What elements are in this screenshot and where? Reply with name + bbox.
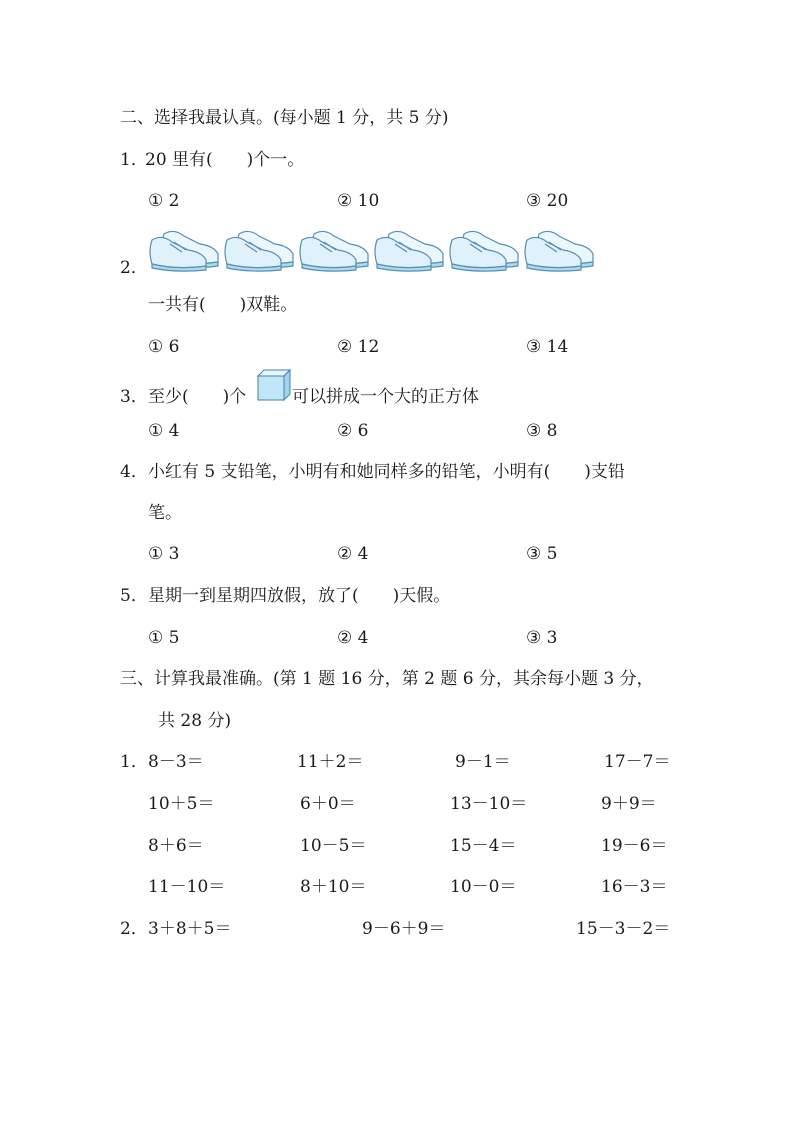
calc-item: 10＋5＝ bbox=[148, 794, 215, 814]
calc-item: 8＋6＝ bbox=[148, 836, 204, 856]
calc-item: 8＋10＝ bbox=[300, 877, 367, 897]
q3-option-3[interactable]: ③ 8 bbox=[526, 421, 558, 441]
q3-number: 3． bbox=[120, 387, 148, 407]
calc-item: 9－6＋9＝ bbox=[362, 919, 446, 939]
q1-number: 1． bbox=[120, 150, 148, 170]
cube-icon bbox=[257, 369, 291, 401]
s3-q1-number: 1． bbox=[120, 752, 148, 772]
calc-item: 6＋0＝ bbox=[300, 794, 356, 814]
shoe-pair-icon bbox=[448, 224, 522, 272]
q3-text-before: 至少( )个 bbox=[148, 387, 247, 407]
calc-item: 10－5＝ bbox=[300, 836, 367, 856]
calc-item: 3＋8＋5＝ bbox=[148, 919, 232, 939]
shoe-pair-icon bbox=[223, 224, 297, 272]
q3-option-1[interactable]: ① 4 bbox=[148, 421, 180, 441]
q4-text: 小红有 5 支铅笔，小明有和她同样多的铅笔，小明有( )支铅 bbox=[148, 462, 625, 482]
q2-text: 一共有( )双鞋。 bbox=[148, 295, 298, 315]
q5-option-1[interactable]: ① 5 bbox=[148, 628, 180, 648]
calc-item: 17－7＝ bbox=[604, 752, 671, 772]
q4-option-3[interactable]: ③ 5 bbox=[526, 544, 558, 564]
shoe-pair-icon bbox=[373, 224, 447, 272]
calc-item: 11＋2＝ bbox=[297, 752, 364, 772]
q2-option-3[interactable]: ③ 14 bbox=[526, 337, 569, 357]
q2-number: 2． bbox=[120, 258, 148, 278]
q4-text-continued: 笔。 bbox=[148, 503, 182, 523]
calc-item: 15－4＝ bbox=[450, 836, 517, 856]
calc-item: 13－10＝ bbox=[450, 794, 528, 814]
calc-item: 9－1＝ bbox=[455, 752, 511, 772]
section2-title: 二、选择我最认真。(每小题 1 分，共 5 分) bbox=[120, 108, 449, 128]
q3-text-after: 可以拼成一个大的正方体 bbox=[292, 387, 479, 407]
shoe-pair-icon bbox=[298, 224, 372, 272]
calc-item: 8－3＝ bbox=[148, 752, 204, 772]
calc-item: 10－0＝ bbox=[450, 877, 517, 897]
calc-item: 9＋9＝ bbox=[601, 794, 657, 814]
calc-item: 15－3－2＝ bbox=[576, 919, 671, 939]
q1-text: 20 里有( )个一。 bbox=[145, 150, 305, 170]
q5-option-2[interactable]: ② 4 bbox=[337, 628, 369, 648]
q1-option-1[interactable]: ① 2 bbox=[148, 191, 180, 211]
q5-text: 星期一到星期四放假，放了( )天假。 bbox=[148, 586, 451, 606]
calc-item: 19－6＝ bbox=[601, 836, 668, 856]
calc-item: 16－3＝ bbox=[601, 877, 668, 897]
q4-option-2[interactable]: ② 4 bbox=[337, 544, 369, 564]
q4-option-1[interactable]: ① 3 bbox=[148, 544, 180, 564]
q5-number: 5． bbox=[120, 586, 148, 606]
q3-option-2[interactable]: ② 6 bbox=[337, 421, 369, 441]
q5-option-3[interactable]: ③ 3 bbox=[526, 628, 558, 648]
q1-option-3[interactable]: ③ 20 bbox=[526, 191, 569, 211]
q2-option-2[interactable]: ② 12 bbox=[337, 337, 380, 357]
q2-option-1[interactable]: ① 6 bbox=[148, 337, 180, 357]
calc-item: 11－10＝ bbox=[148, 877, 226, 897]
q4-number: 4． bbox=[120, 462, 148, 482]
q1-option-2[interactable]: ② 10 bbox=[337, 191, 380, 211]
s3-q2-number: 2． bbox=[120, 919, 148, 939]
section3-title-continued: 共 28 分) bbox=[158, 711, 232, 731]
section3-title: 三、计算我最准确。(第 1 题 16 分，第 2 题 6 分，其余每小题 3 分， bbox=[120, 669, 654, 689]
shoe-pair-icon bbox=[148, 224, 222, 272]
shoes-picture bbox=[148, 224, 598, 272]
shoe-pair-icon bbox=[523, 224, 597, 272]
